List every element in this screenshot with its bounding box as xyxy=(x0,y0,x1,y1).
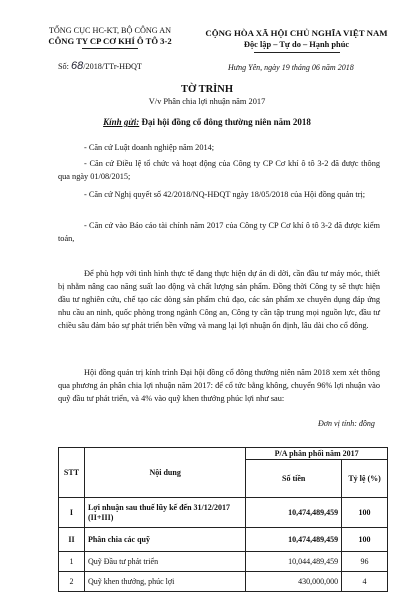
header-group: P/A phân phối năm 2017 xyxy=(246,448,388,460)
header-amount: Số tiền xyxy=(246,460,342,498)
row-stt: 1 xyxy=(59,552,85,572)
doc-no-suffix: /2018/TTr-HĐQT xyxy=(83,62,142,71)
basis-1: - Căn cứ Luật doanh nghiệp năm 2014; xyxy=(84,143,215,152)
org-underline xyxy=(82,48,138,49)
row-amount: 10,474,489,459 xyxy=(246,528,342,552)
row-content: Lợi nhuận sau thuế lũy kế đến 31/12/2017 (II+III) xyxy=(84,498,245,528)
doc-no-prefix: Số: xyxy=(58,62,69,71)
unit-note: Đơn vị tính: đồng xyxy=(318,419,375,428)
row-stt: I xyxy=(59,498,85,528)
row-ratio: 100 xyxy=(342,498,388,528)
place-date: Hưng Yên, ngày 19 tháng 06 năm 2018 xyxy=(228,63,354,72)
body-paragraph-2: Hội đồng quản trị kính trình Đại hội đồng cổ đông thường niên năm 2018 xem xét thông qua phương án phân chia lợi nhuận năm 2017: để cổ tức bằng không, chuyển 96% lợi nhuận vào quỹ đầu tư phát triển, và 4% vào quỹ khen thưởng phúc lợi như sau: xyxy=(58,368,380,403)
row-amount: 10,044,489,459 xyxy=(246,552,342,572)
body-paragraph-1: Để phù hợp với tình hình thực tế đang thực hiện dự án di dời, cần đầu tư máy móc, thiết bị nhằm nâng cao năng suất lao động và chất lượng sản phẩm. Đồng thời Công ty sẽ thực hiện đầu tư nghiên cứu, chế tạo các dòng sản phẩm chủ đạo, các sản phẩm xe chuyên dụng đáp ứng nhu cầu an ninh, quốc phòng trong ngành Công an, Công ty cần tập trung mọi nguồn lực, đầu tư chiều sâu đảm bảo sự phát triển bền vững và mang lại lợi nhuận ổn định, lâu dài cho cổ đông. xyxy=(58,269,380,330)
row-ratio: 4 xyxy=(342,572,388,592)
row-stt: II xyxy=(59,528,85,552)
country-name: CỘNG HÒA XÃ HỘI CHỦ NGHĨA VIỆT NAM xyxy=(205,28,388,38)
row-content: Quỹ khen thưởng, phúc lợi xyxy=(84,572,245,592)
row-amount: 430,000,000 xyxy=(246,572,342,592)
header-stt: STT xyxy=(59,448,85,498)
org-line-1: TỔNG CỤC HC-KT, BỘ CÔNG AN xyxy=(48,26,172,35)
row-ratio: 96 xyxy=(342,552,388,572)
table-row xyxy=(59,498,388,528)
profit-distribution-table xyxy=(58,447,388,592)
doc-no-handwritten: 68 xyxy=(70,60,84,72)
motto-underline xyxy=(254,52,340,53)
document-subject: V/v Phân chia lợi nhuận năm 2017 xyxy=(148,97,266,106)
basis-3: - Căn cứ Nghị quyết số 42/2018/NQ-HĐQT ngày 18/05/2018 của Hội đồng quản trị; xyxy=(84,190,366,199)
recipient-line xyxy=(0,117,414,127)
recipient-value: Đại hội đồng cổ đông thường niên năm 2018 xyxy=(141,117,311,127)
country-motto: Độc lập – Tự do – Hạnh phúc xyxy=(243,40,350,49)
basis-4: - Căn cứ vào Báo cáo tài chính năm 2017 của Công ty CP Cơ khí ô tô 3-2 đã được kiểm toán, xyxy=(58,221,380,243)
row-stt: 2 xyxy=(59,572,85,592)
row-amount: 10,474,489,459 xyxy=(246,498,342,528)
row-ratio: 100 xyxy=(342,528,388,552)
document-title: TỜ TRÌNH xyxy=(180,84,234,95)
document-number xyxy=(58,60,142,72)
table-row xyxy=(59,552,388,572)
row-content: Phân chia các quỹ xyxy=(84,528,245,552)
basis-2: - Căn cứ Điều lệ tổ chức và hoạt động của Công ty CP Cơ khí ô tô 3-2 đã được thông qua ngày 01/08/2015; xyxy=(58,159,380,181)
org-line-2: CÔNG TY CP CƠ KHÍ Ô TÔ 3-2 xyxy=(48,36,172,46)
recipient-label: Kính gửi: xyxy=(103,117,140,127)
row-content: Quỹ Đầu tư phát triển xyxy=(84,552,245,572)
table-row xyxy=(59,572,388,592)
header-ratio: Tỷ lệ (%) xyxy=(342,460,388,498)
table-row xyxy=(59,528,388,552)
header-content: Nội dung xyxy=(84,448,245,498)
